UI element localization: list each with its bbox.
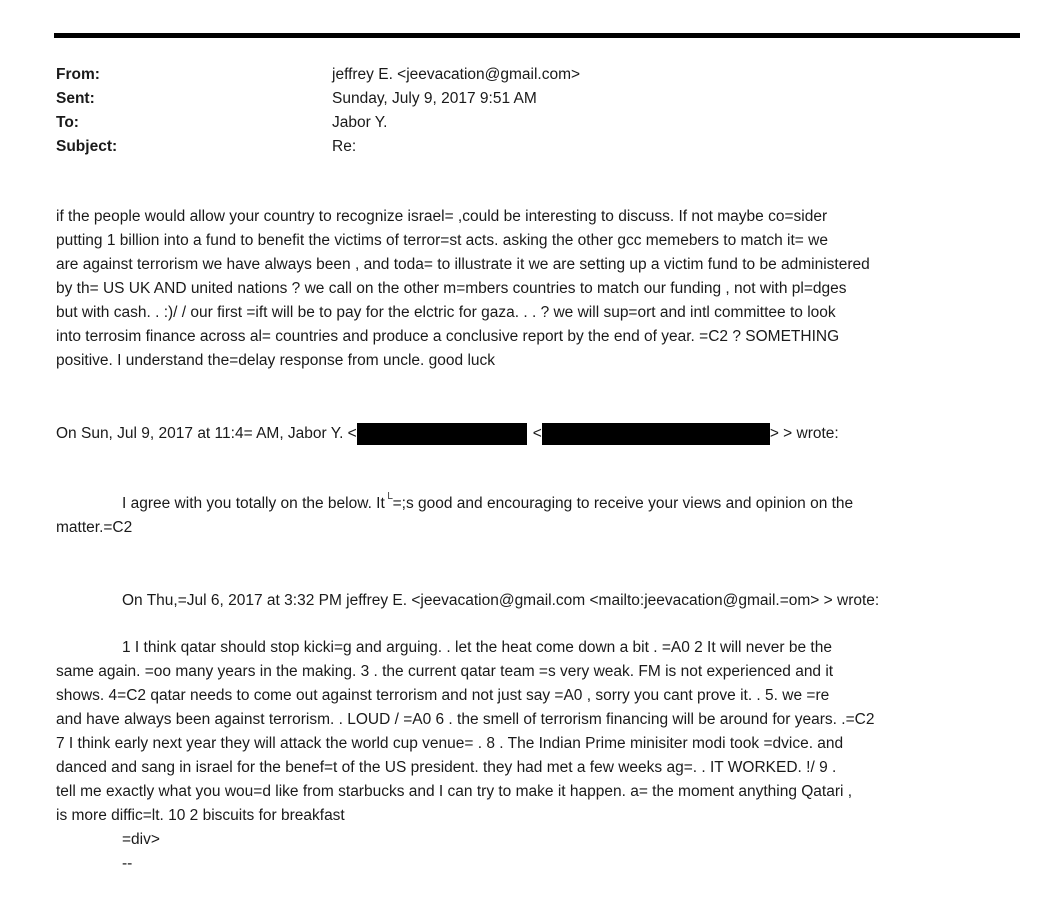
orig-line: shows. 4=C2 qatar needs to come out against terrorism and not just say =A0 , sorry you cant prove it. . 5. we =re bbox=[56, 687, 830, 704]
quote1-suffix: > > wrote: bbox=[769, 425, 839, 442]
body-line: are against terrorism we have always been , and toda= to illustrate it we are setting up a victim fund to be administered bbox=[56, 256, 870, 273]
body-line: by th= US UK AND united nations ? we call on the other m=mbers countries to match our funding , not with pl=dges bbox=[56, 280, 847, 297]
from-label: From: bbox=[56, 66, 100, 83]
top-rule bbox=[54, 33, 1020, 38]
sent-label: Sent: bbox=[56, 90, 95, 107]
orig-line: and have always been against terrorism. . LOUD / =A0 6 . the smell of terrorism financing will be around for years. .=C2 bbox=[56, 711, 875, 728]
email-header bbox=[56, 63, 956, 159]
signature-dashes: -- bbox=[122, 855, 133, 872]
reply-line1-b: =;s good and encouraging to receive your views and opinion on the bbox=[392, 495, 854, 512]
to-label: To: bbox=[56, 114, 79, 131]
div-tag-line: =div> bbox=[122, 831, 160, 848]
orig-line: danced and sang in israel for the benef=t of the US president. they had met a few weeks ag=. . IT WORKED. !/ 9 . bbox=[56, 759, 837, 776]
reply-mark: └ bbox=[384, 492, 393, 505]
subject-value: Re: bbox=[332, 138, 357, 155]
quote1-prefix: On Sun, Jul 9, 2017 at 11:4= AM, Jabor Y. < bbox=[56, 425, 357, 442]
redaction-box bbox=[357, 423, 527, 445]
body-line: if the people would allow your country to recognize israel= ,could be interesting to discuss. If not maybe co=sider bbox=[56, 208, 828, 225]
to-row bbox=[56, 111, 956, 135]
to-value: Jabor Y. bbox=[332, 114, 388, 131]
body-line: positive. I understand the=delay response from uncle. good luck bbox=[56, 352, 496, 369]
orig-line: tell me exactly what you wou=d like from starbucks and I can try to make it happen. a= the moment anything Qatari , bbox=[56, 783, 853, 800]
body-line: into terrosim finance across al= countries and produce a conclusive report by the end of year. =C2 ? SOMETHING bbox=[56, 328, 840, 345]
body-line: but with cash. . :)/ / our first =ift will be to pay for the elctric for gaza. . . ? we will sup=ort and intl committee to look bbox=[56, 304, 836, 321]
quote1-middle: < bbox=[532, 425, 542, 442]
redaction-box bbox=[542, 423, 770, 445]
from-row bbox=[56, 63, 956, 87]
subject-label: Subject: bbox=[56, 138, 118, 155]
orig-line: 7 I think early next year they will attack the world cup venue= . 8 . The Indian Prime minisiter modi took =dvice. and bbox=[56, 735, 844, 752]
body-line: putting 1 billion into a fund to benefit the victims of terror=st acts. asking the other gcc memebers to match it= we bbox=[56, 232, 828, 249]
from-value: jeffrey E. <jeevacation@gmail.com> bbox=[332, 66, 581, 83]
quote-header-2 bbox=[56, 589, 1020, 613]
quote2-line: On Thu,=Jul 6, 2017 at 3:32 PM jeffrey E. <jeevacation@gmail.com <mailto:jeevacation@gmail.=om> > wrote: bbox=[122, 592, 880, 609]
orig-line: is more diffic=lt. 10 2 biscuits for breakfast bbox=[56, 807, 345, 824]
reply-line bbox=[56, 492, 1020, 516]
quote-header-1 bbox=[56, 422, 839, 446]
message-body bbox=[56, 205, 1020, 373]
reply-line: matter.=C2 bbox=[56, 519, 133, 536]
original-message bbox=[56, 636, 1020, 876]
sent-value: Sunday, July 9, 2017 9:51 AM bbox=[332, 90, 537, 107]
orig-line: same again. =oo many years in the making. 3 . the current qatar team =s very weak. FM is not experienced and it bbox=[56, 663, 834, 680]
reply-line1-a: I agree with you totally on the below. It bbox=[122, 495, 385, 512]
subject-row bbox=[56, 135, 956, 159]
reply-body bbox=[56, 492, 1020, 540]
sent-row bbox=[56, 87, 956, 111]
orig-line: 1 I think qatar should stop kicki=g and arguing. . let the heat come down a bit . =A0 2 It will never be the bbox=[122, 639, 832, 656]
